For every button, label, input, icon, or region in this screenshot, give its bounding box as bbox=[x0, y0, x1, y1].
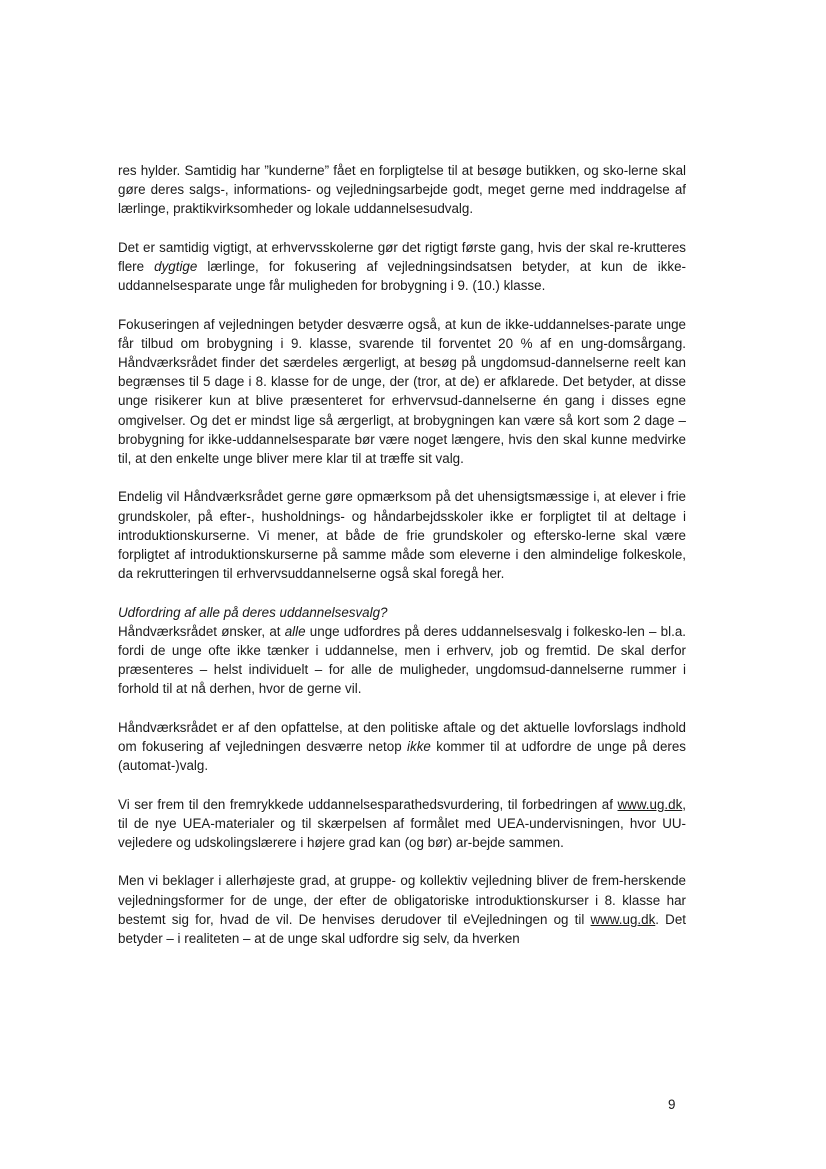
paragraph-6-text-b: kommer til at udfordre de unge på deres (automat-)valg. bbox=[118, 739, 686, 774]
section-heading: Udfordring af alle på deres uddannelsesvalg? bbox=[118, 604, 388, 620]
emphasis-dygtige: dygtige bbox=[154, 259, 198, 274]
paragraph-2 bbox=[118, 238, 686, 296]
paragraph-2-text-a: Det er samtidig vigtigt, at erhvervsskolerne gør det rigtigt første gang, hvis der skal re-krutteres flere bbox=[118, 239, 686, 274]
paragraph-8-text-b: . Det betyder – i realiteten – at de unge skal udfordre sig selv, da hverken bbox=[118, 911, 686, 947]
page-number: 9 bbox=[668, 1097, 676, 1112]
document-body bbox=[118, 161, 686, 948]
emphasis-alle: alle bbox=[284, 623, 306, 639]
emphasis-ikke: ikke bbox=[407, 739, 431, 755]
ug-dk-link[interactable]: www.ug.dk bbox=[617, 796, 683, 812]
paragraph-4: Endelig vil Håndværksrådet gerne gøre opmærksom på det uhensigtsmæssige i, at elever i frie grundskoler, på efter-, husholdnings- og håndarbejdsskoler ikke er forpligtet til at deltage i introduktionskurserne. Vi mener, at både de frie grundskoler og eftersko-lerne skal være forpligtet af introduktionskurserne på samme måde som eleverne i den almindelige folkeskole, da rekrutteringen til erhvervsuddannelserne også skal foregå her. bbox=[118, 489, 686, 582]
paragraph-6-text-a: Håndværksrådet er af den opfattelse, at den politiske aftale og det aktuelle lovforslags indhold om fokusering af vejledningen desværre netop bbox=[118, 719, 686, 755]
paragraph-7-text-a: Vi ser frem til den fremrykkede uddannelsesparathedsvurdering, til forbedringen af bbox=[118, 796, 618, 812]
paragraph-2-text-b: lærlinge, for fokusering af vejledningsindsatsen betyder, at kun de ikke-uddannelsesparate unge får muligheden for brobygning i 9. (10.) klasse. bbox=[118, 259, 686, 294]
paragraph-7 bbox=[118, 795, 686, 853]
paragraph-8-text-a: Men vi beklager i allerhøjeste grad, at gruppe- og kollektiv vejledning bliver de frem-herskende vejledningsformer for de unge, der efter de obligatoriske introduktionskurser i 8. klasse har bestemt sig for, hvad de vil. De henvises derudover til eVejledningen og til bbox=[118, 873, 686, 927]
paragraph-5-text-b: unge udfordres på deres uddannelsesvalg i folkesko-len – bl.a. fordi de unge ofte ikke tænker i uddannelse, men i erhverv, job og fremtid. De skal derfor præsenteres – helst individuelt – for alle de muligheder, ungdomsud-dannelserne rummer i forhold til at nå derhen, hvor de gerne vil. bbox=[118, 623, 686, 697]
paragraph-5-text-a: Håndværksrådet ønsker, at bbox=[118, 623, 285, 639]
ug-dk-link[interactable]: www.ug.dk bbox=[590, 911, 656, 927]
paragraph-1: res hylder. Samtidig har ”kunderne” fået en forpligtelse til at besøge butikken, og sko-lerne skal gøre deres salgs-, informations- og vejledningsarbejde godt, meget gerne med inddragelse af lærlinge, praktikvirksomheder og lokale uddannelsesudvalg. bbox=[118, 163, 686, 217]
paragraph-6 bbox=[118, 718, 686, 776]
paragraph-5 bbox=[118, 603, 686, 699]
paragraph-8 bbox=[118, 871, 686, 948]
paragraph-3: Fokuseringen af vejledningen betyder desværre også, at kun de ikke-uddannelses-parate unge får tilbud om brobygning i 9. klasse, svarende til forventet 20 % af en ung-domsårgang. Håndværksrådet finder det særdeles ærgerligt, at besøg på ungdomsud-dannelserne reelt kan begrænses til 5 dage i 8. klasse for de unge, der (tror, at de) er afklarede. Det betyder, at disse unge risikerer kun at blive præsenteret for erhvervsud-dannelserne én gang i disses egne omgivelser. Og det er mindst lige så ærgerligt, at brobygningen kan være så kort som 2 dage – brobygning for ikke-uddannelsesparate bør være noget længere, hvis den skal kunne medvirke til, at den enkelte unge bliver mere klar til at træffe sit valg. bbox=[118, 316, 686, 467]
paragraph-7-text-b: , til de nye UEA-materialer og til skærpelsen af formålet med UEA-undervisningen, hvor UU-vejledere og udskolingslærere i højere grad kan (og bør) ar-bejde sammen. bbox=[118, 796, 686, 851]
